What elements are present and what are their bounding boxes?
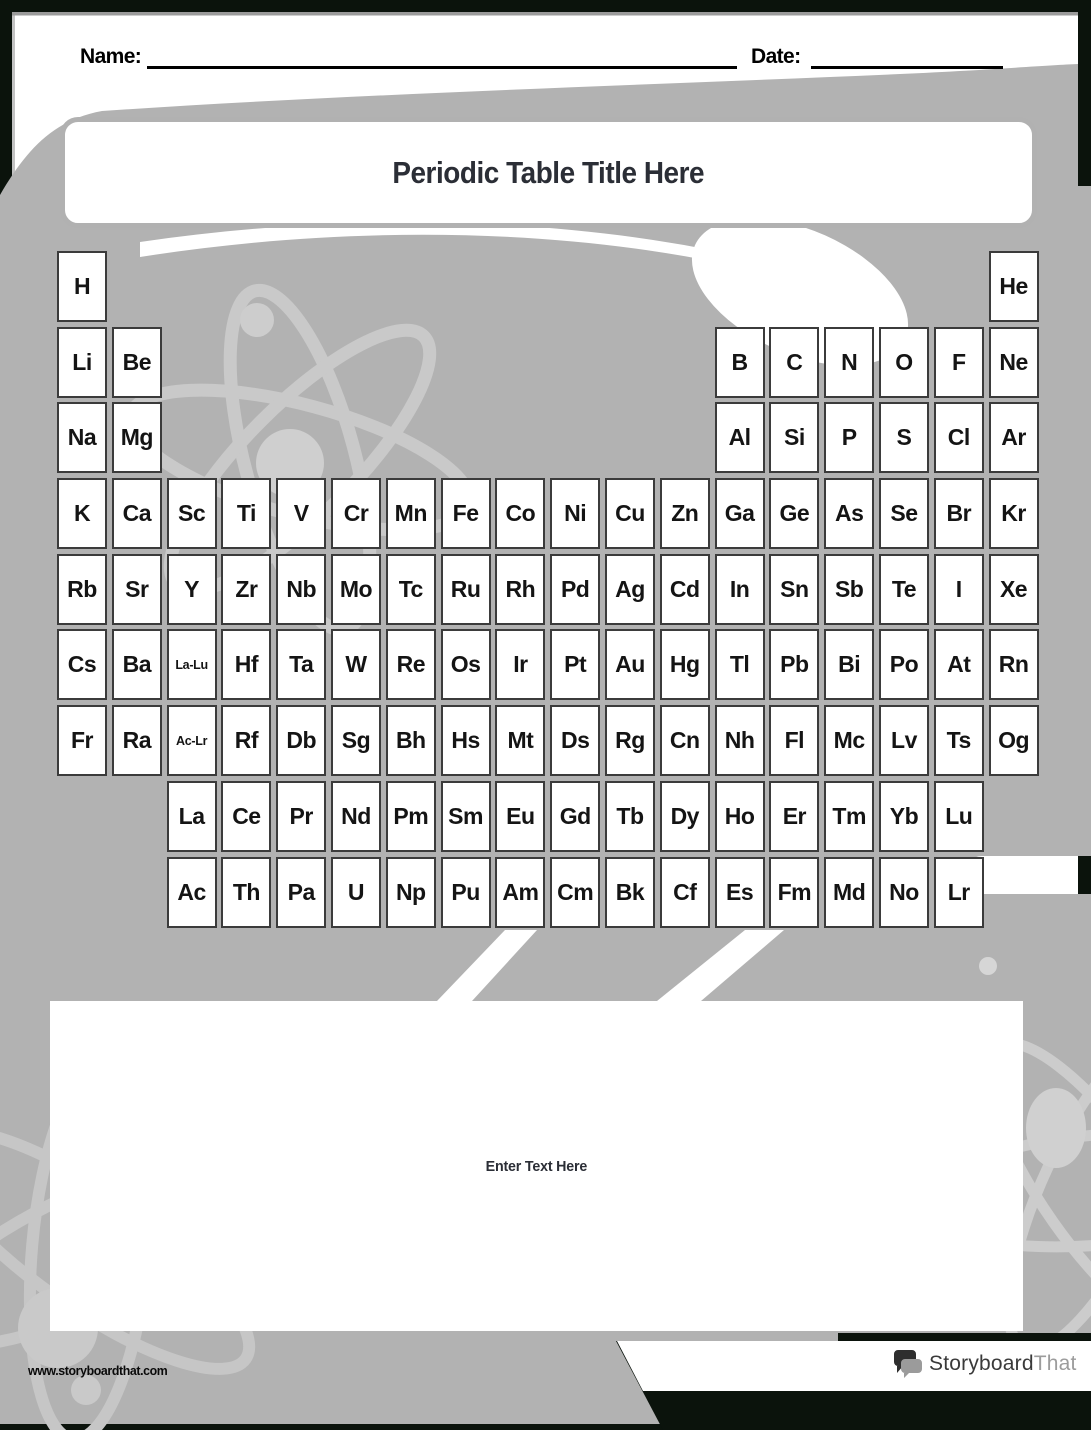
element-cell-sm: Sm (441, 781, 491, 852)
element-cell-mc: Mc (824, 705, 874, 776)
element-cell-cu: Cu (605, 478, 655, 549)
element-cell-h: H (57, 251, 107, 322)
element-cell-ag: Ag (605, 554, 655, 625)
element-cell-ba: Ba (112, 629, 162, 700)
element-cell-hs: Hs (441, 705, 491, 776)
element-cell-th: Th (221, 857, 271, 928)
logo-wordmark (929, 1352, 1077, 1376)
element-cell-mg: Mg (112, 402, 162, 473)
element-cell-ne: Ne (989, 327, 1039, 398)
element-cell-ds: Ds (550, 705, 600, 776)
element-cell-co: Co (495, 478, 545, 549)
element-cell-fe: Fe (441, 478, 491, 549)
element-cell-ir: Ir (495, 629, 545, 700)
body-text-placeholder: Enter Text Here (485, 1157, 588, 1175)
element-cell-na: Na (57, 402, 107, 473)
element-cell-c: C (769, 327, 819, 398)
speech-bubbles-icon (893, 1348, 923, 1380)
element-cell-md: Md (824, 857, 874, 928)
element-cell-cd: Cd (660, 554, 710, 625)
element-cell-n: N (824, 327, 874, 398)
element-cell-ga: Ga (715, 478, 765, 549)
element-cell-gd: Gd (550, 781, 600, 852)
element-cell-ra: Ra (112, 705, 162, 776)
element-cell-in: In (715, 554, 765, 625)
date-line[interactable] (811, 40, 1003, 69)
element-cell-bk: Bk (605, 857, 655, 928)
element-cell-au: Au (605, 629, 655, 700)
element-cell-ts: Ts (934, 705, 984, 776)
element-cell-w: W (331, 629, 381, 700)
element-cell-tb: Tb (605, 781, 655, 852)
element-cell-ho: Ho (715, 781, 765, 852)
element-cell-v: V (276, 478, 326, 549)
element-cell-pa: Pa (276, 857, 326, 928)
element-cell-y: Y (167, 554, 217, 625)
element-cell-aclr: Ac-Lr (167, 705, 217, 776)
element-cell-dy: Dy (660, 781, 710, 852)
element-cell-te: Te (879, 554, 929, 625)
element-cell-at: At (934, 629, 984, 700)
element-cell-db: Db (276, 705, 326, 776)
element-cell-po: Po (879, 629, 929, 700)
element-cell-es: Es (715, 857, 765, 928)
element-cell-np: Np (386, 857, 436, 928)
element-cell-be: Be (112, 327, 162, 398)
element-cell-as: As (824, 478, 874, 549)
element-cell-mo: Mo (331, 554, 381, 625)
title-placeholder: Periodic Table Title Here (392, 154, 705, 190)
element-cell-pm: Pm (386, 781, 436, 852)
element-cell-ar: Ar (989, 402, 1039, 473)
element-cell-mn: Mn (386, 478, 436, 549)
element-cell-pr: Pr (276, 781, 326, 852)
element-cell-hf: Hf (221, 629, 271, 700)
element-cell-mt: Mt (495, 705, 545, 776)
element-cell-no: No (879, 857, 929, 928)
element-cell-rf: Rf (221, 705, 271, 776)
element-cell-lu: Lu (934, 781, 984, 852)
element-cell-lr: Lr (934, 857, 984, 928)
name-line[interactable] (147, 40, 737, 69)
element-cell-lv: Lv (879, 705, 929, 776)
element-cell-zn: Zn (660, 478, 710, 549)
element-cell-nb: Nb (276, 554, 326, 625)
element-cell-ce: Ce (221, 781, 271, 852)
element-cell-li: Li (57, 327, 107, 398)
element-cell-fr: Fr (57, 705, 107, 776)
element-cell-s: S (879, 402, 929, 473)
element-cell-ac: Ac (167, 857, 217, 928)
element-cell-tl: Tl (715, 629, 765, 700)
element-cell-fl: Fl (769, 705, 819, 776)
element-cell-la: La (167, 781, 217, 852)
periodic-table (57, 251, 1039, 928)
element-cell-p: P (824, 402, 874, 473)
element-cell-sc: Sc (167, 478, 217, 549)
element-cell-yb: Yb (879, 781, 929, 852)
body-text-box[interactable] (50, 1001, 1023, 1331)
element-cell-rn: Rn (989, 629, 1039, 700)
element-cell-xe: Xe (989, 554, 1039, 625)
element-cell-eu: Eu (495, 781, 545, 852)
element-cell-kr: Kr (989, 478, 1039, 549)
element-cell-ta: Ta (276, 629, 326, 700)
element-cell-ge: Ge (769, 478, 819, 549)
element-cell-u: U (331, 857, 381, 928)
element-cell-re: Re (386, 629, 436, 700)
element-cell-cs: Cs (57, 629, 107, 700)
element-cell-b: B (715, 327, 765, 398)
element-cell-rb: Rb (57, 554, 107, 625)
element-cell-cf: Cf (660, 857, 710, 928)
element-cell-er: Er (769, 781, 819, 852)
element-cell-k: K (57, 478, 107, 549)
element-cell-i: I (934, 554, 984, 625)
title-box[interactable] (60, 117, 1037, 228)
element-cell-se: Se (879, 478, 929, 549)
element-cell-ca: Ca (112, 478, 162, 549)
element-cell-og: Og (989, 705, 1039, 776)
element-cell-rh: Rh (495, 554, 545, 625)
element-cell-bi: Bi (824, 629, 874, 700)
element-cell-bh: Bh (386, 705, 436, 776)
logo-part-that: That (1033, 1352, 1077, 1375)
element-cell-rg: Rg (605, 705, 655, 776)
element-cell-cr: Cr (331, 478, 381, 549)
element-cell-fm: Fm (769, 857, 819, 928)
element-cell-sn: Sn (769, 554, 819, 625)
element-cell-hg: Hg (660, 629, 710, 700)
footer-url: www.storyboardthat.com (28, 1363, 168, 1378)
element-cell-pb: Pb (769, 629, 819, 700)
element-cell-cl: Cl (934, 402, 984, 473)
element-cell-am: Am (495, 857, 545, 928)
element-cell-cm: Cm (550, 857, 600, 928)
date-label: Date: (751, 45, 801, 68)
element-cell-o: O (879, 327, 929, 398)
element-cell-sb: Sb (824, 554, 874, 625)
element-cell-cn: Cn (660, 705, 710, 776)
element-cell-si: Si (769, 402, 819, 473)
element-cell-sr: Sr (112, 554, 162, 625)
element-cell-zr: Zr (221, 554, 271, 625)
element-cell-sg: Sg (331, 705, 381, 776)
element-cell-os: Os (441, 629, 491, 700)
element-cell-f: F (934, 327, 984, 398)
logo-part-storyboard: Storyboard (929, 1352, 1034, 1375)
name-label: Name: (80, 45, 142, 68)
element-cell-ni: Ni (550, 478, 600, 549)
element-cell-br: Br (934, 478, 984, 549)
element-cell-he: He (989, 251, 1039, 322)
element-cell-nd: Nd (331, 781, 381, 852)
element-cell-pd: Pd (550, 554, 600, 625)
element-cell-tc: Tc (386, 554, 436, 625)
element-cell-ru: Ru (441, 554, 491, 625)
storyboardthat-logo[interactable] (893, 1348, 1077, 1380)
element-cell-tm: Tm (824, 781, 874, 852)
element-cell-al: Al (715, 402, 765, 473)
element-cell-ti: Ti (221, 478, 271, 549)
element-cell-pt: Pt (550, 629, 600, 700)
element-cell-pu: Pu (441, 857, 491, 928)
element-cell-nh: Nh (715, 705, 765, 776)
element-cell-lalu: La-Lu (167, 629, 217, 700)
